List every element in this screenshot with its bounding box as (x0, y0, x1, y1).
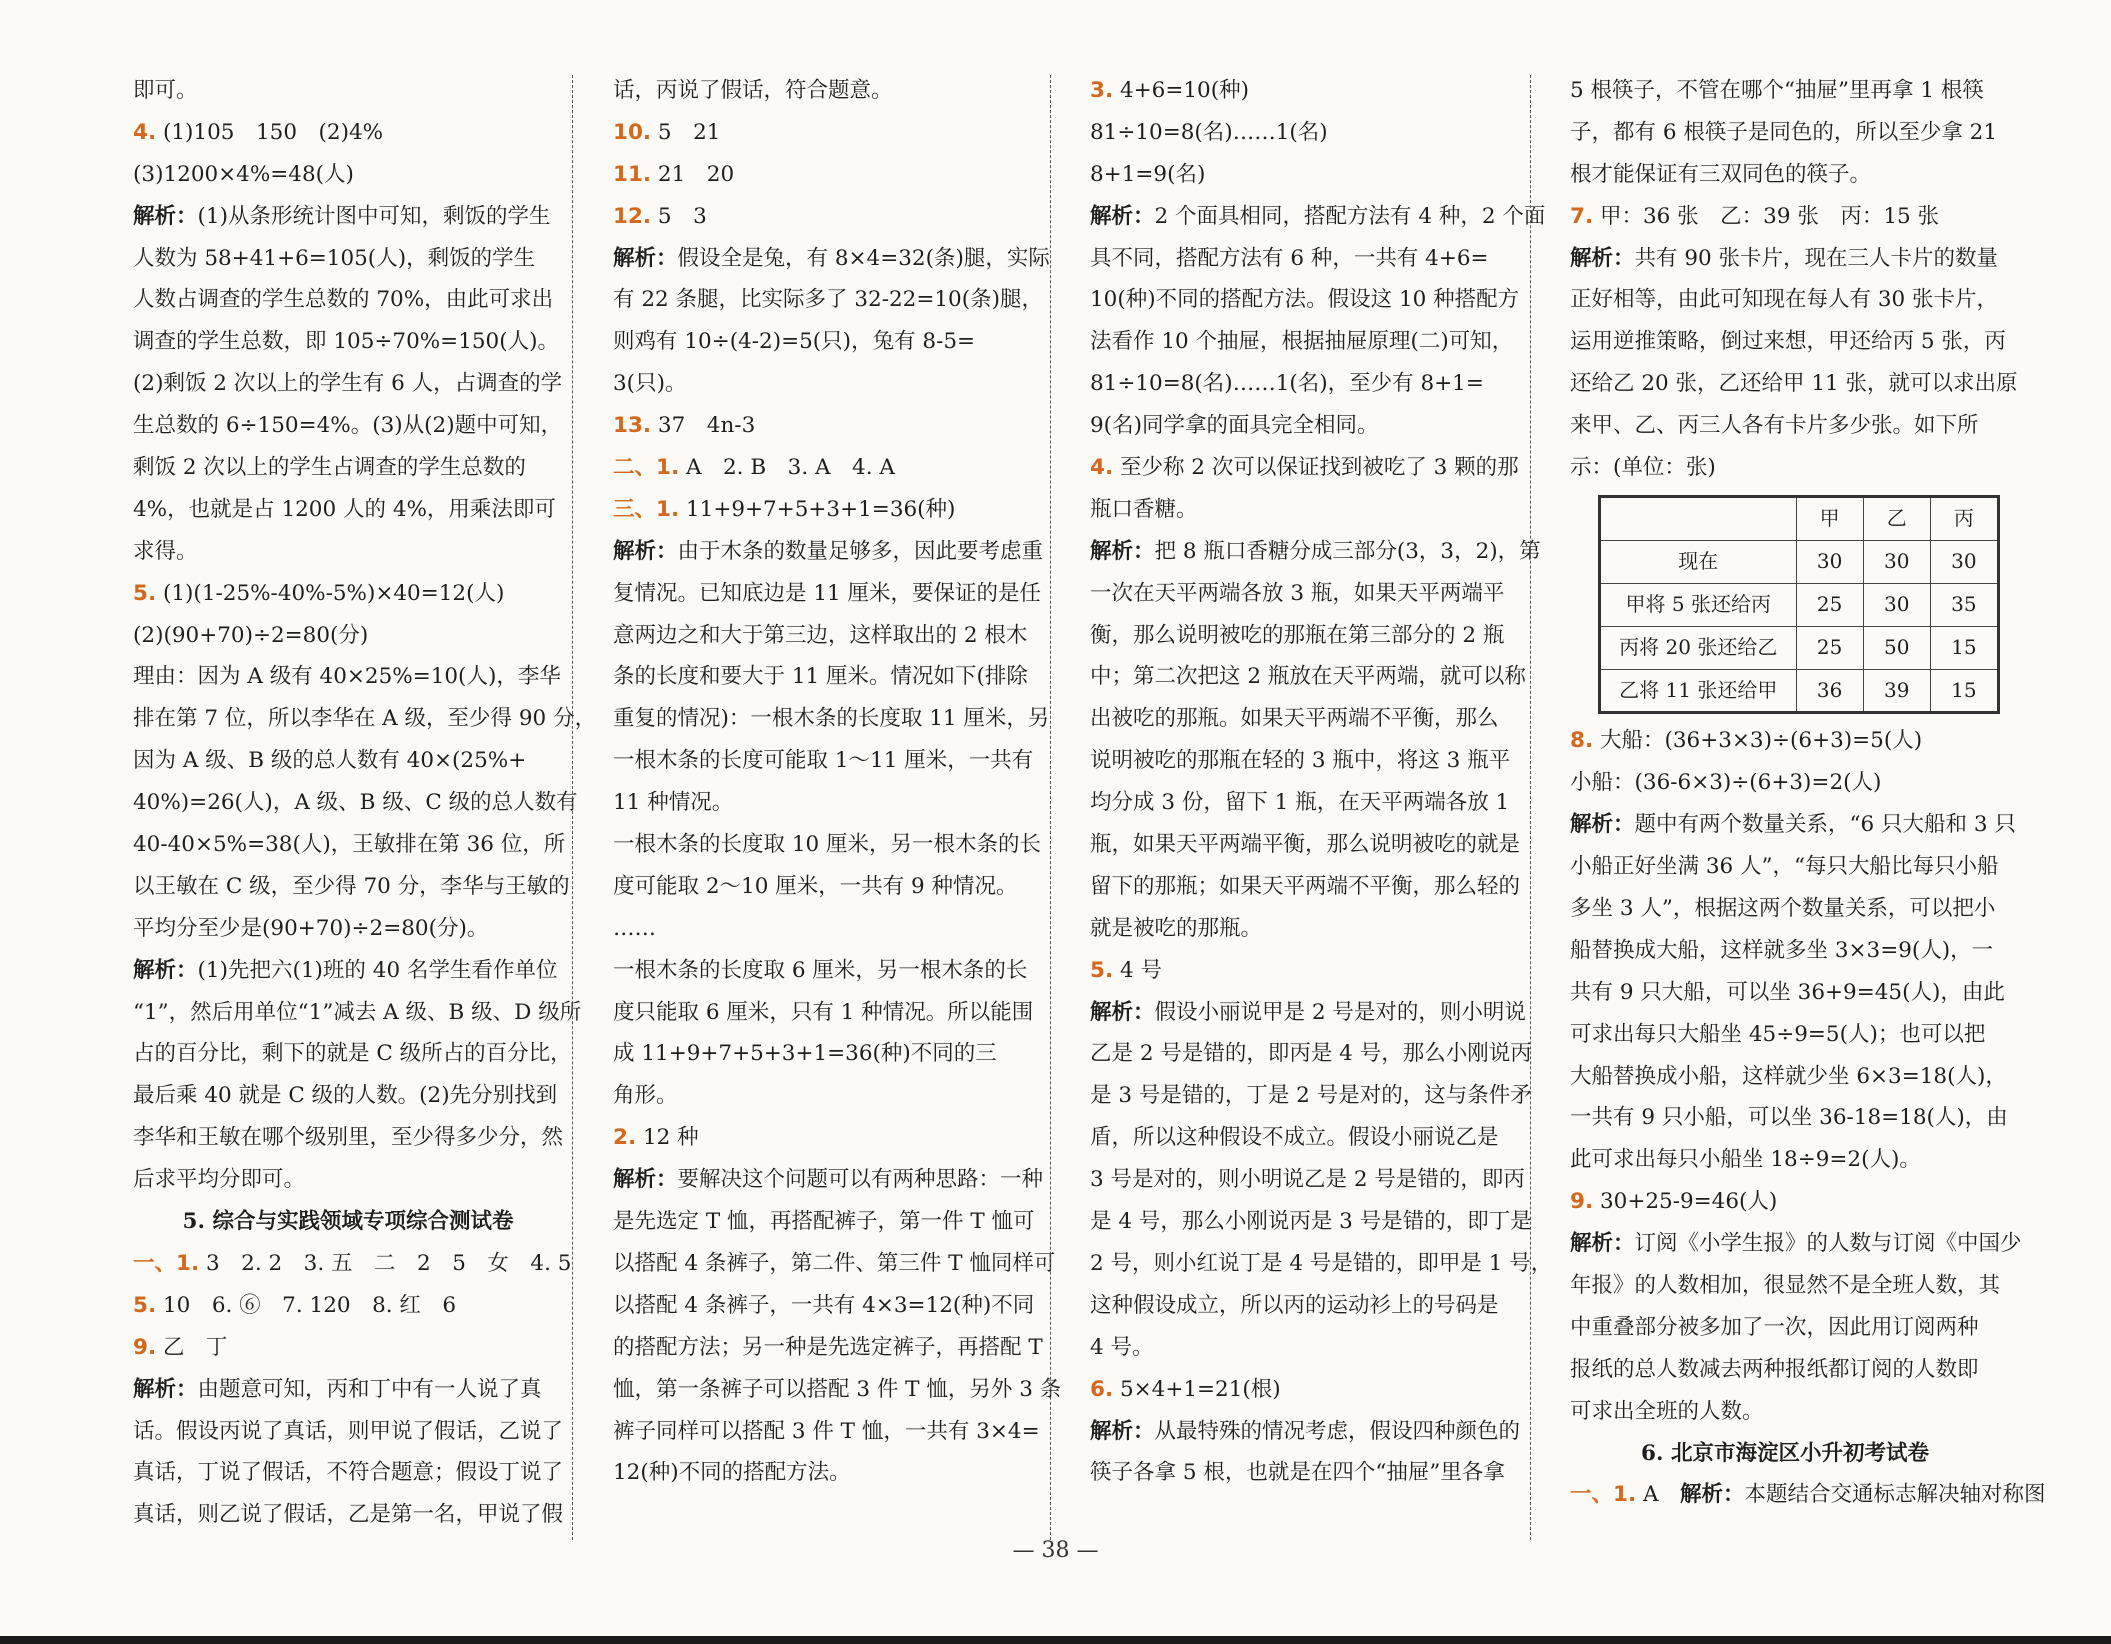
text-line: 10(种)不同的搭配方法。假设这 10 种搭配方 (1090, 287, 1520, 313)
text-line: 5. 4 号 (1090, 957, 1162, 983)
text-line: 运用逆推策略，倒过来想，甲还给丙 5 张，丙 (1570, 329, 2006, 355)
column-4 (1570, 70, 2046, 1516)
text-line: 11 种情况。 (613, 790, 734, 816)
text-line: 一次在天平两端各放 3 瓶，如果天平两端平 (1090, 580, 1505, 606)
text-line: 条的长度和要大于 11 厘米。情况如下(排除 (613, 664, 1028, 690)
text-line: 一根木条的长度可能取 1～11 厘米，一共有 (613, 748, 1034, 774)
text-line: 则鸡有 10÷(4-2)=5(只)，兔有 8-5= (613, 329, 976, 355)
text-line: 来甲、乙、丙三人各有卡片多少张。如下所 (1570, 413, 1979, 439)
text-line: 81÷10=8(名)……1(名)，至少有 8+1= (1090, 371, 1484, 397)
text-line: 4%，也就是占 1200 人的 4%，用乘法即可 (133, 496, 556, 522)
text-line: 一、1. A 解析：本题结合交通标志解决轴对称图 (1570, 1482, 2046, 1508)
table-cell: 30 (1863, 540, 1930, 583)
text-line: 还给乙 20 张，乙还给甲 11 张，就可以求出原 (1570, 371, 2018, 397)
table-cell: 甲将 5 张还给丙 (1600, 583, 1797, 626)
table-cell: 现在 (1600, 540, 1797, 583)
text-line: 衡，那么说明被吃的那瓶在第三部分的 2 瓶 (1090, 622, 1505, 648)
text-line: 有 22 条腿，比实际多了 32-22=10(条)腿， (613, 287, 1043, 313)
table-cell: 36 (1796, 669, 1863, 713)
table-row (1600, 626, 1999, 669)
text-line: 乙是 2 号是错的，即丙是 4 号，那么小刚说丙 (1090, 1041, 1532, 1067)
text-line: 均分成 3 份，留下 1 瓶，在天平两端各放 1 (1090, 790, 1510, 816)
text-line: 13. 37 4n-3 (613, 413, 756, 439)
text-line: 盾，所以这种假设不成立。假设小丽说乙是 (1090, 1125, 1499, 1151)
text-line: 话。假设丙说了真话，则甲说了假话，乙说了 (133, 1418, 564, 1444)
text-line: 年报》的人数相加，很显然不是全班人数，其 (1570, 1273, 2001, 1299)
text-line: 11. 21 20 (613, 161, 735, 187)
table-cell: 30 (1930, 540, 1998, 583)
text-line: 7. 甲：36 张 乙：39 张 丙：15 张 (1570, 203, 1940, 229)
table-cell: 丙将 20 张还给乙 (1600, 626, 1797, 669)
text-line: 李华和王敏在哪个级别里，至少得多少分，然 (133, 1125, 564, 1151)
text-line: 2. 12 种 (613, 1125, 699, 1151)
text-line: 中重叠部分被多加了一次，因此用订阅两种 (1570, 1314, 1979, 1340)
text-line: 复情况。已知底边是 11 厘米，要保证的是任 (613, 580, 1042, 606)
table-cell: 甲 (1796, 496, 1863, 540)
text-line: 6. 5×4+1=21(根) (1090, 1376, 1281, 1402)
table-cell: 乙将 11 张还给甲 (1600, 669, 1797, 713)
text-line: 具不同，搭配方法有 6 种，一共有 4+6= (1090, 245, 1489, 271)
table-cell (1600, 496, 1797, 540)
text-line: 解析：题中有两个数量关系，“6 只大船和 3 只 (1570, 812, 2016, 838)
text-line: 5 根筷子，不管在哪个“抽屉”里再拿 1 根筷 (1570, 78, 1984, 103)
text-line: 话，丙说了假话，符合题意。 (613, 78, 893, 103)
table-row (1600, 669, 1999, 713)
column-4-top (1570, 70, 2018, 489)
table-cell: 35 (1930, 583, 1998, 626)
text-line: 以搭配 4 条裤子，第二件、第三件 T 恤同样可 (613, 1250, 1056, 1276)
text-line: 解析：把 8 瓶口香糖分成三部分(3，3，2)，第 (1090, 538, 1541, 564)
text-line: 排在第 7 位，所以李华在 A 级，至少得 90 分， (133, 706, 597, 732)
text-line: (2)剩饭 2 次以上的学生有 6 人，占调查的学 (133, 371, 563, 397)
scan-edge (0, 1636, 2111, 1644)
text-line: 成 11+9+7+5+3+1=36(种)不同的三 (613, 1041, 997, 1067)
section-heading: 6. 北京市海淀区小升初考试卷 (1641, 1440, 1929, 1466)
text-line: 说明被吃的那瓶在轻的 3 瓶中，将这 3 瓶平 (1090, 748, 1511, 774)
text-line: 出被吃的那瓶。如果天平两端不平衡，那么 (1090, 706, 1499, 732)
text-line: 一、1. 3 2. 2 3. 五 二 2 5 女 4. 5 (133, 1250, 572, 1276)
column-1 (133, 70, 597, 1536)
column-4-bottom (1570, 720, 2046, 1516)
text-line: 剩饭 2 次以上的学生占调查的学生总数的 (133, 455, 526, 481)
text-line: 4 号。 (1090, 1334, 1154, 1360)
column-divider (1530, 75, 1531, 1540)
text-line: 根才能保证有三双同色的筷子。 (1570, 161, 1872, 187)
column-3 (1090, 70, 1553, 1494)
text-line: 瓶，如果天平两端平衡，那么说明被吃的就是 (1090, 832, 1521, 858)
text-line: 3(只)。 (613, 371, 687, 397)
table-row (1600, 583, 1999, 626)
text-line: 是 3 号是错的，丁是 2 号是对的，这与条件矛 (1090, 1083, 1532, 1109)
text-line: 这种假设成立，所以丙的运动衫上的号码是 (1090, 1292, 1499, 1318)
text-line: 就是被吃的那瓶。 (1090, 915, 1263, 941)
text-line: (2)(90+70)÷2=80(分) (133, 622, 369, 648)
text-line: 2 号，则小红说丁是 4 号是错的，即甲是 1 号， (1090, 1250, 1553, 1276)
table-cell: 39 (1863, 669, 1930, 713)
table-cell: 25 (1796, 626, 1863, 669)
text-line: 子，都有 6 根筷子是同色的，所以至少拿 21 (1570, 119, 1998, 145)
text-line: 8. 大船：(36+3×3)÷(6+3)=5(人) (1570, 728, 1923, 754)
text-line: 重复的情况)：一根木条的长度取 11 厘米，另 (613, 706, 1050, 732)
text-line: 恤，第一条裤子可以搭配 3 件 T 恤，另外 3 条 (613, 1376, 1062, 1402)
text-line: 5. (1)(1-25%-40%-5%)×40=12(人) (133, 580, 505, 606)
text-line: 此可求出每只小船坐 18÷9=2(人)。 (1570, 1147, 1921, 1173)
column-divider (1050, 75, 1051, 1540)
text-line: 角形。 (613, 1083, 678, 1109)
text-line: 一根木条的长度取 10 厘米，另一根木条的长 (613, 832, 1042, 858)
text-line: 留下的那瓶；如果天平两端不平衡，那么轻的 (1090, 873, 1521, 899)
text-line: 的搭配方法；另一种是先选定裤子，再搭配 T (613, 1334, 1043, 1360)
text-line: 解析：从最特殊的情况考虑，假设四种颜色的 (1090, 1418, 1521, 1444)
text-line: 占的百分比，剩下的就是 C 级所占的百分比， (133, 1041, 572, 1067)
text-line: 是 4 号，那么小刚说丙是 3 号是错的，即丁是 (1090, 1209, 1532, 1235)
text-line: 3 号是对的，则小明说乙是 2 号是错的，即丙 (1090, 1167, 1525, 1193)
card-table (1598, 495, 2000, 715)
text-line: 小船：(36-6×3)÷(6+3)=2(人) (1570, 770, 1882, 796)
text-line: (3)1200×4%=48(人) (133, 161, 354, 187)
text-line: 多坐 3 人”，根据这两个数量关系，可以把小 (1570, 896, 1996, 921)
text-line: 10. 5 21 (613, 119, 721, 145)
table-cell: 15 (1930, 669, 1998, 713)
text-line: 生总数的 6÷150=4%。(3)从(2)题中可知， (133, 413, 563, 439)
text-line: 9(名)同学拿的面具完全相同。 (1090, 413, 1379, 439)
text-line: 船替换成大船，这样就多坐 3×3=9(人)，一 (1570, 937, 1994, 963)
text-line: 法看作 10 个抽屉，根据抽屉原理(二)可知， (1090, 329, 1514, 355)
text-line: 三、1. 11+9+7+5+3+1=36(种) (613, 496, 956, 522)
text-line: 人数占调查的学生总数的 70%，由此可求出 (133, 287, 554, 313)
text-line: 人数为 58+41+6=105(人)，剩饭的学生 (133, 245, 536, 271)
text-line: 8+1=9(名) (1090, 161, 1206, 187)
text-line: 解析：假设全是兔，有 8×4=32(条)腿，实际 (613, 245, 1050, 271)
text-line: 意两边之和大于第三边，这样取出的 2 根木 (613, 622, 1028, 648)
text-line: 即可。 (133, 78, 198, 103)
column-divider (572, 75, 573, 1540)
section-heading: 5. 综合与实践领域专项综合测试卷 (182, 1209, 514, 1235)
text-line: …… (613, 915, 656, 941)
text-line: 4. (1)105 150 (2)4% (133, 119, 384, 145)
table-cell: 50 (1863, 626, 1930, 669)
text-line: 筷子各拿 5 根，也就是在四个“抽屉”里各拿 (1090, 1460, 1505, 1486)
text-line: 裤子同样可以搭配 3 件 T 恤，一共有 3×4= (613, 1418, 1040, 1444)
text-line: 9. 30+25-9=46(人) (1570, 1189, 1778, 1215)
table-cell: 30 (1863, 583, 1930, 626)
text-line: 求得。 (133, 538, 198, 564)
text-line: 3. 4+6=10(种) (1090, 78, 1249, 103)
text-line: 真话，丁说了假话，不符合题意；假设丁说了 (133, 1460, 564, 1486)
text-line: 一共有 9 只小船，可以坐 36-18=18(人)，由 (1570, 1105, 2008, 1131)
text-line: “1”，然后用单位“1”减去 A 级、B 级、D 级所 (133, 999, 582, 1025)
page-number: — 38 — (1012, 1538, 1099, 1563)
text-line: 报纸的总人数减去两种报纸都订阅的人数即 (1570, 1356, 1979, 1382)
text-line: 中；第二次把这 2 瓶放在天平两端，就可以称 (1090, 664, 1526, 690)
text-line: 4. 至少称 2 次可以保证找到被吃了 3 颗的那 (1090, 455, 1519, 481)
text-line: 40-40×5%=38(人)，王敏排在第 36 位，所 (133, 832, 566, 858)
text-line: 小船正好坐满 36 人”，“每只大船比每只小船 (1570, 854, 1999, 880)
text-line: 一根木条的长度取 6 厘米，另一根木条的长 (613, 957, 1028, 983)
text-line: 瓶口香糖。 (1090, 496, 1198, 522)
text-line: 解析：要解决这个问题可以有两种思路：一种 (613, 1167, 1044, 1193)
table-header-row (1600, 496, 1999, 540)
text-line: 5. 10 6. ⑥ 7. 120 8. 红 6 (133, 1292, 457, 1318)
text-line: 理由：因为 A 级有 40×25%=10(人)，李华 (133, 664, 561, 690)
text-line: 以王敏在 C 级，至少得 70 分，李华与王敏的 (133, 873, 570, 899)
text-line: 二、1. A 2. B 3. A 4. A (613, 455, 895, 481)
table-cell: 30 (1796, 540, 1863, 583)
text-line: 是先选定 T 恤，再搭配裤子，第一件 T 恤可 (613, 1209, 1035, 1235)
text-line: 因为 A 级、B 级的总人数有 40×(25%+ (133, 748, 527, 774)
text-line: 解析：共有 90 张卡片，现在三人卡片的数量 (1570, 245, 1999, 271)
text-line: 最后乘 40 就是 C 级的人数。(2)先分别找到 (133, 1083, 558, 1109)
text-line: 以搭配 4 条裤子，一共有 4×3=12(种)不同 (613, 1292, 1035, 1318)
text-line: 度只能取 6 厘米，只有 1 种情况。所以能围 (613, 999, 1034, 1025)
text-line: 调查的学生总数，即 105÷70%=150(人)。 (133, 329, 560, 355)
table-row (1600, 540, 1999, 583)
text-line: 9. 乙 丁 (133, 1334, 228, 1360)
text-line: 共有 9 只大船，可以坐 36+9=45(人)，由此 (1570, 979, 2005, 1005)
text-line: 可求出全班的人数。 (1570, 1398, 1764, 1424)
text-line: 12(种)不同的搭配方法。 (613, 1460, 851, 1486)
table-cell: 乙 (1863, 496, 1930, 540)
text-line: 81÷10=8(名)……1(名) (1090, 119, 1328, 145)
text-line: 度可能取 2～10 厘米，一共有 9 种情况。 (613, 873, 1018, 899)
text-line: 后求平均分即可。 (133, 1167, 306, 1193)
text-line: 解析：(1)先把六(1)班的 40 名学生看作单位 (133, 957, 558, 983)
text-line: 平均分至少是(90+70)÷2=80(分)。 (133, 915, 489, 941)
text-line: 解析：假设小丽说甲是 2 号是对的，则小明说 (1090, 999, 1526, 1025)
text-line: 解析：(1)从条形统计图中可知，剩饭的学生 (133, 203, 551, 229)
text-line: 12. 5 3 (613, 203, 707, 229)
table-cell: 25 (1796, 583, 1863, 626)
text-line: 可求出每只大船坐 45÷9=5(人)；也可以把 (1570, 1021, 1986, 1047)
text-line: 正好相等，由此可知现在每人有 30 张卡片， (1570, 287, 1999, 313)
text-line: 40%)=26(人)，A 级、B 级、C 级的总人数有 (133, 790, 578, 816)
table-cell: 丙 (1930, 496, 1998, 540)
text-line: 解析：2 个面具相同，搭配方法有 4 种，2 个面 (1090, 203, 1546, 229)
text-line: 解析：由题意可知，丙和丁中有一人说了真 (133, 1376, 542, 1402)
text-line: 真话，则乙说了假话，乙是第一名，甲说了假 (133, 1502, 564, 1528)
text-line: 解析：由于木条的数量足够多，因此要考虑重 (613, 538, 1044, 564)
table-cell: 15 (1930, 626, 1998, 669)
text-line: 大船替换成小船，这样就少坐 6×3=18(人)， (1570, 1063, 2007, 1089)
column-2 (613, 70, 1062, 1494)
text-line: 示：(单位：张) (1570, 455, 1716, 481)
text-line: 解析：订阅《小学生报》的人数与订阅《中国少 (1570, 1231, 2022, 1257)
